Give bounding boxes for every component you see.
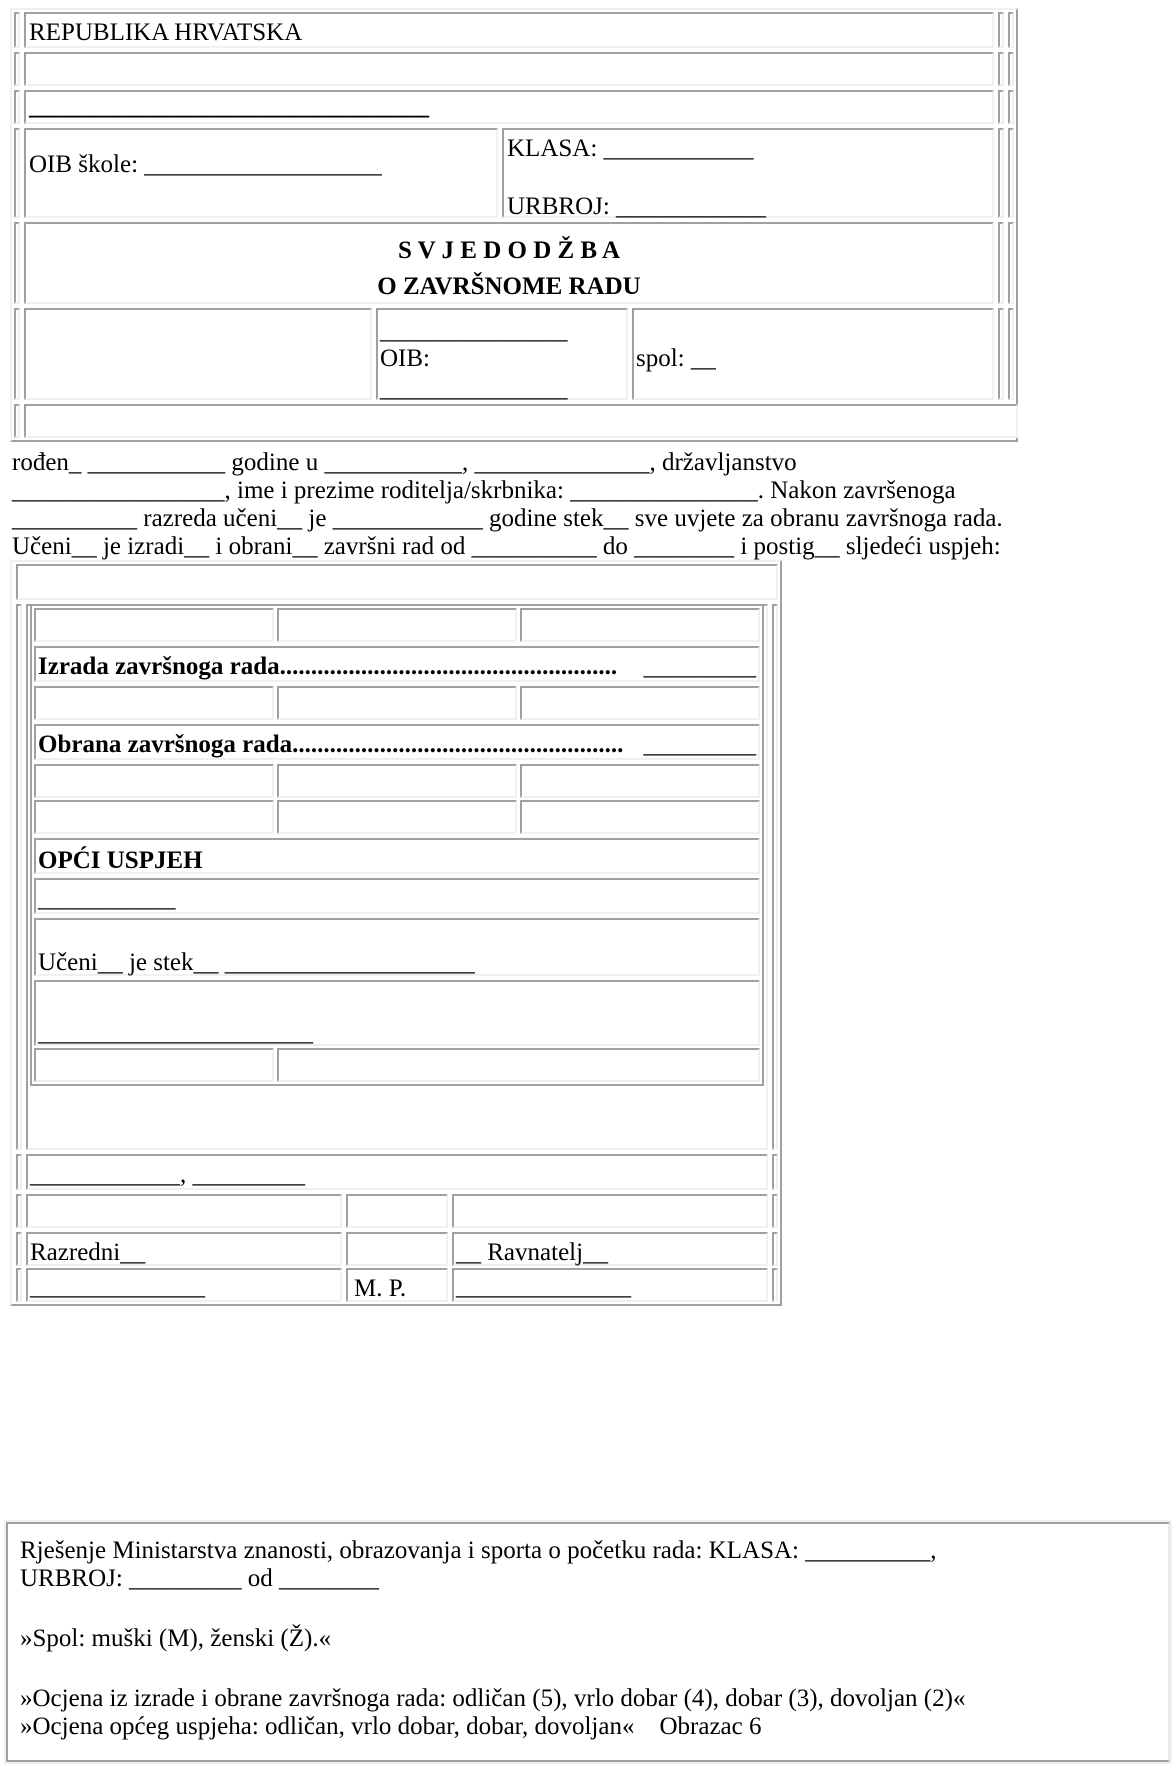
place-date-cell: [26, 1154, 768, 1190]
sex-field: spol: __: [636, 345, 716, 372]
place-date: ____________, _________: [30, 1161, 305, 1188]
oib-school: OIB škole: ___________________: [29, 151, 382, 178]
principal-cell: [452, 1232, 768, 1266]
obrana-row: [34, 724, 760, 760]
spacer-cell: [1008, 52, 1014, 86]
blank-cell: [520, 686, 760, 720]
teacher-sign-line: ______________: [30, 1273, 205, 1300]
blank-cell: [277, 764, 517, 798]
class-teacher-cell: [26, 1232, 342, 1266]
spacer-cell: [16, 1232, 22, 1266]
spacer-cell: [772, 604, 778, 1150]
notes-box: [6, 1522, 1170, 1762]
blank-cell: [26, 1194, 342, 1228]
notes-line-1: Rješenje Ministarstva znanosti, obrazovanja i sporta o početku rada: KLASA: __________,: [20, 1537, 937, 1564]
blank-cell: [520, 764, 760, 798]
principal-sign-line: ______________: [456, 1273, 631, 1300]
opci-uspjeh-value: ___________: [38, 885, 176, 912]
blank-cell: [277, 608, 517, 642]
spacer-cell: [14, 90, 20, 124]
student-name-line: _______________: [380, 317, 568, 344]
opci-uspjeh-row: [34, 838, 760, 874]
spacer-cell: [772, 1154, 778, 1190]
obrana-label: Obrana završnoga rada.....................................................: [38, 731, 624, 758]
spacer-cell: [772, 1194, 778, 1228]
blank-cell: [277, 686, 517, 720]
spacer-cell: [16, 1194, 22, 1228]
spacer-cell: [14, 222, 20, 304]
spacer-cell: [16, 1268, 22, 1302]
signature-line: ______________________: [38, 1019, 313, 1046]
izrada-row: [34, 646, 760, 682]
klasa-urbroj-cell: [502, 128, 994, 218]
spacer-cell: [16, 1154, 22, 1190]
class-teacher-label: Razredni__: [30, 1239, 146, 1266]
blank-cell: [34, 764, 274, 798]
klasa: KLASA: ____________: [507, 135, 754, 162]
blank-cell: [34, 608, 274, 642]
blank-cell: [520, 608, 760, 642]
stekao-row: [34, 918, 760, 976]
urbroj: URBROJ: ____________: [507, 193, 767, 220]
teacher-sign-cell: [26, 1268, 342, 1302]
body-line-4: Učeni__ je izradi__ i obrani__ završni rad od __________ do ________ i postig__ sljedeći uspjeh:: [12, 533, 1001, 560]
student-oib-cell: [376, 308, 628, 400]
spacer-cell: [772, 1232, 778, 1266]
stekao-text: Učeni__ je stek__ ____________________: [38, 949, 475, 976]
spacer-cell: [14, 404, 20, 438]
spacer-cell: [16, 604, 22, 1150]
izrada-grade: _________: [643, 653, 756, 680]
spacer-cell: [14, 308, 20, 400]
stamp-label: M. P.: [354, 1275, 407, 1302]
blank-cell: [16, 564, 778, 600]
body-line-3: __________ razreda učeni__ je ____________ godine stek__ sve uvjete za obranu završnoga rada.: [12, 505, 1003, 532]
photo-cell: [24, 308, 372, 400]
spacer-cell: [14, 52, 20, 86]
signature-row: [34, 980, 760, 1046]
school-name-line: ________________________________: [29, 93, 429, 120]
sex-cell: [632, 308, 994, 400]
spacer-cell: [998, 90, 1004, 124]
blank-cell: [452, 1194, 768, 1228]
country-cell: [24, 12, 994, 48]
spacer-cell: [1008, 12, 1014, 48]
spacer-cell: [1008, 90, 1014, 124]
blank-cell: [520, 800, 760, 834]
oib-school-cell: [24, 128, 498, 218]
obrana-grade: _________: [643, 731, 756, 758]
spacer-cell: [1008, 222, 1014, 304]
spacer-cell: [14, 128, 20, 218]
blank-cell: [277, 800, 517, 834]
blank-cell: [346, 1194, 448, 1228]
oib-line: _______________: [380, 375, 568, 402]
blank-cell: [346, 1232, 448, 1266]
spacer-cell: [998, 12, 1004, 48]
opci-uspjeh-value-row: [34, 878, 760, 914]
spacer-cell: [998, 128, 1004, 218]
izrada-label: Izrada završnoga rada......................................................: [38, 653, 618, 680]
title-cell: [24, 222, 994, 304]
blank-cell: [277, 1048, 760, 1082]
body-line-2: _________________, ime i prezime roditelja/skrbnika: _______________. Nakon završenoga: [12, 477, 956, 504]
stamp-cell: [346, 1268, 448, 1302]
oib-label: OIB:: [380, 345, 430, 372]
spacer-cell: [772, 1268, 778, 1302]
school-name-cell: [24, 90, 994, 124]
document-subtitle: O ZAVRŠNOME RADU: [377, 273, 641, 300]
principal-label: __ Ravnatelj__: [456, 1239, 609, 1266]
spacer-cell: [1008, 308, 1014, 400]
spacer-cell: [998, 52, 1004, 86]
notes-line-2: URBROJ: _________ od ________: [20, 1565, 380, 1592]
spacer-cell: [14, 12, 20, 48]
notes-line-3: »Spol: muški (M), ženski (Ž).«: [20, 1625, 332, 1652]
country-name: REPUBLIKA HRVATSKA: [29, 19, 303, 46]
spacer-cell: [998, 222, 1004, 304]
principal-sign-cell: [452, 1268, 768, 1302]
opci-uspjeh-label: OPĆI USPJEH: [38, 847, 203, 874]
body-line-1: rođen_ ___________ godine u ___________, ______________, državljanstvo: [12, 449, 797, 476]
blank-cell: [24, 52, 994, 86]
spacer-cell: [998, 308, 1004, 400]
blank-cell: [24, 404, 1018, 438]
notes-line-5: »Ocjena općeg uspjeha: odličan, vrlo dobar, dobar, dovoljan« Obrazac 6: [20, 1713, 762, 1740]
spacer-cell: [1008, 128, 1014, 218]
blank-cell: [34, 1048, 274, 1082]
document-title: S V J E D O D Ž B A: [397, 237, 621, 264]
blank-cell: [34, 800, 274, 834]
blank-cell: [34, 686, 274, 720]
notes-line-4: »Ocjena iz izrade i obrane završnoga rada: odličan (5), vrlo dobar (4), dobar (3), dovoljan (2)«: [20, 1685, 966, 1712]
